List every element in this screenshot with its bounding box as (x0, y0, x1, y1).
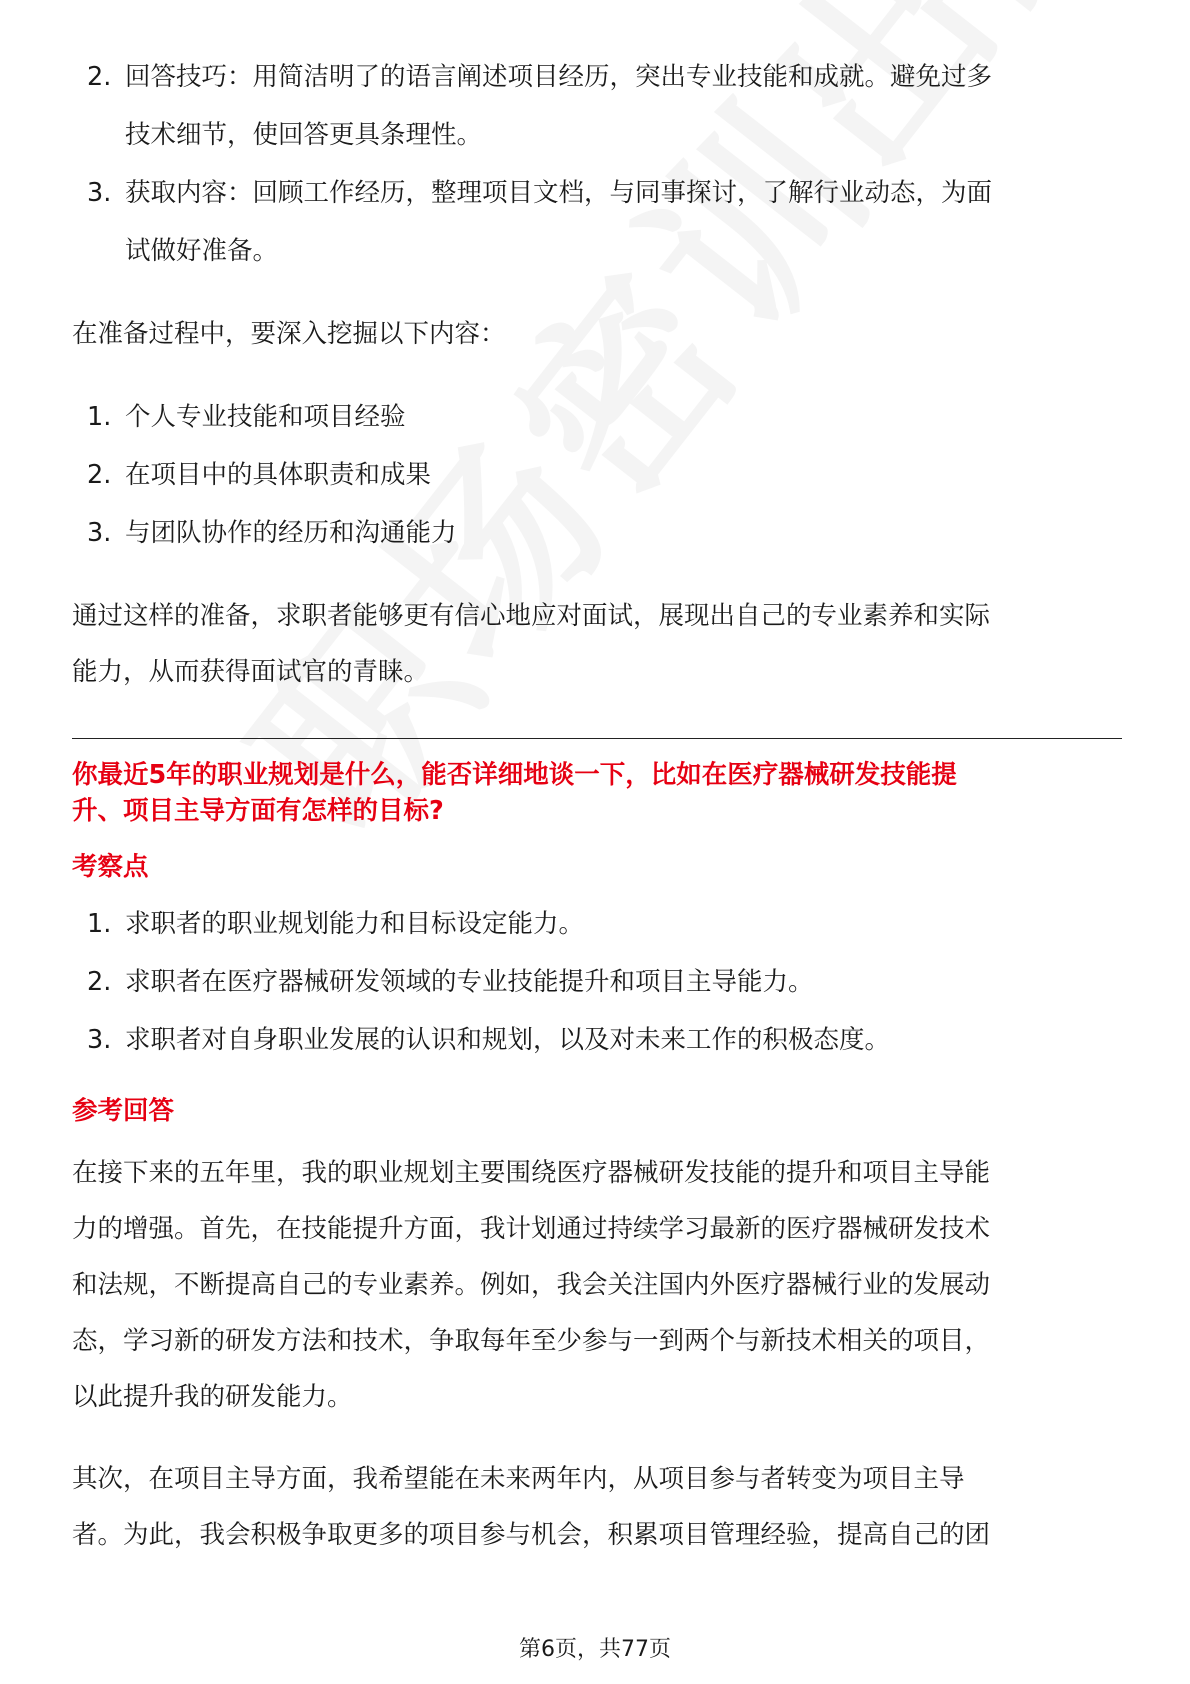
list-item (72, 446, 1122, 504)
list-item (72, 953, 1122, 1011)
list-number: 1. (87, 402, 112, 432)
list-number: 2. (87, 460, 112, 490)
list-text-line: 技术细节，使回答更具条理性。 (125, 120, 483, 150)
page-content (72, 48, 1122, 1563)
list-number: 1. (87, 909, 112, 939)
examine-title: 考察点 (72, 852, 149, 882)
list-number: 2. (87, 967, 112, 997)
list-text: 个人专业技能和项目经验 (125, 402, 406, 432)
answer-line: 态，学习新的研发方法和技术，争取每年至少参与一到两个与新技术相关的项目， (72, 1326, 991, 1356)
list-item (72, 1011, 1122, 1069)
answer-line: 力的增强。首先，在技能提升方面，我计划通过持续学习最新的医疗器械研发技术 (72, 1214, 991, 1244)
list-item (72, 48, 1122, 164)
list-number: 3. (87, 518, 112, 548)
page-footer: 第6页，共77页 (519, 1637, 671, 1662)
list-item (72, 895, 1122, 953)
list-number: 2. (87, 62, 112, 92)
question-line: 你最近5年的职业规划是什么，能否详细地谈一下，比如在医疗器械研发技能提 (72, 760, 957, 790)
question-heading (72, 757, 1122, 829)
section-divider (72, 738, 1122, 739)
list-text: 求职者在医疗器械研发领域的专业技能提升和项目主导能力。 (125, 967, 814, 997)
answer-line: 者。为此，我会积极争取更多的项目参与机会，积累项目管理经验，提高自己的团 (72, 1520, 991, 1550)
list-text-line: 获取内容：回顾工作经历，整理项目文档，与同事探讨，了解行业动态，为面 (125, 178, 993, 208)
summary-paragraph (72, 588, 1122, 700)
answer-line: 和法规，不断提高自己的专业素养。例如，我会关注国内外医疗器械行业的发展动 (72, 1270, 991, 1300)
summary-line: 通过这样的准备，求职者能够更有信心地应对面试，展现出自己的专业素养和实际 (72, 601, 991, 631)
list-text-line: 回答技巧：用简洁明了的语言阐述项目经历，突出专业技能和成就。避免过多 (125, 62, 993, 92)
list-item (72, 164, 1122, 280)
answer-line: 其次，在项目主导方面，我希望能在未来两年内，从项目参与者转变为项目主导 (72, 1464, 965, 1494)
list-text: 求职者的职业规划能力和目标设定能力。 (125, 909, 585, 939)
list-text-line: 试做好准备。 (125, 236, 279, 266)
list-item (72, 504, 1122, 562)
list-item (72, 388, 1122, 446)
tips-list (72, 48, 1122, 280)
question-line: 升、项目主导方面有怎样的目标? (72, 796, 444, 826)
list-number: 3. (87, 178, 112, 208)
list-text: 在项目中的具体职责和成果 (125, 460, 432, 490)
list-text: 求职者对自身职业发展的认识和规划，以及对未来工作的积极态度。 (125, 1025, 891, 1055)
dig-list (72, 388, 1122, 562)
answer-line: 在接下来的五年里，我的职业规划主要围绕医疗器械研发技能的提升和项目主导能 (72, 1158, 991, 1188)
answer-title: 参考回答 (72, 1096, 175, 1126)
answer-paragraph-2 (72, 1451, 1122, 1563)
list-number: 3. (87, 1025, 112, 1055)
answer-line: 以此提升我的研发能力。 (72, 1382, 353, 1412)
intro-paragraph: 在准备过程中，要深入挖掘以下内容： (72, 319, 506, 349)
answer-paragraph-1 (72, 1145, 1122, 1425)
summary-line: 能力，从而获得面试官的青睐。 (72, 657, 430, 687)
list-text: 与团队协作的经历和沟通能力 (125, 518, 457, 548)
examine-list (72, 895, 1122, 1069)
